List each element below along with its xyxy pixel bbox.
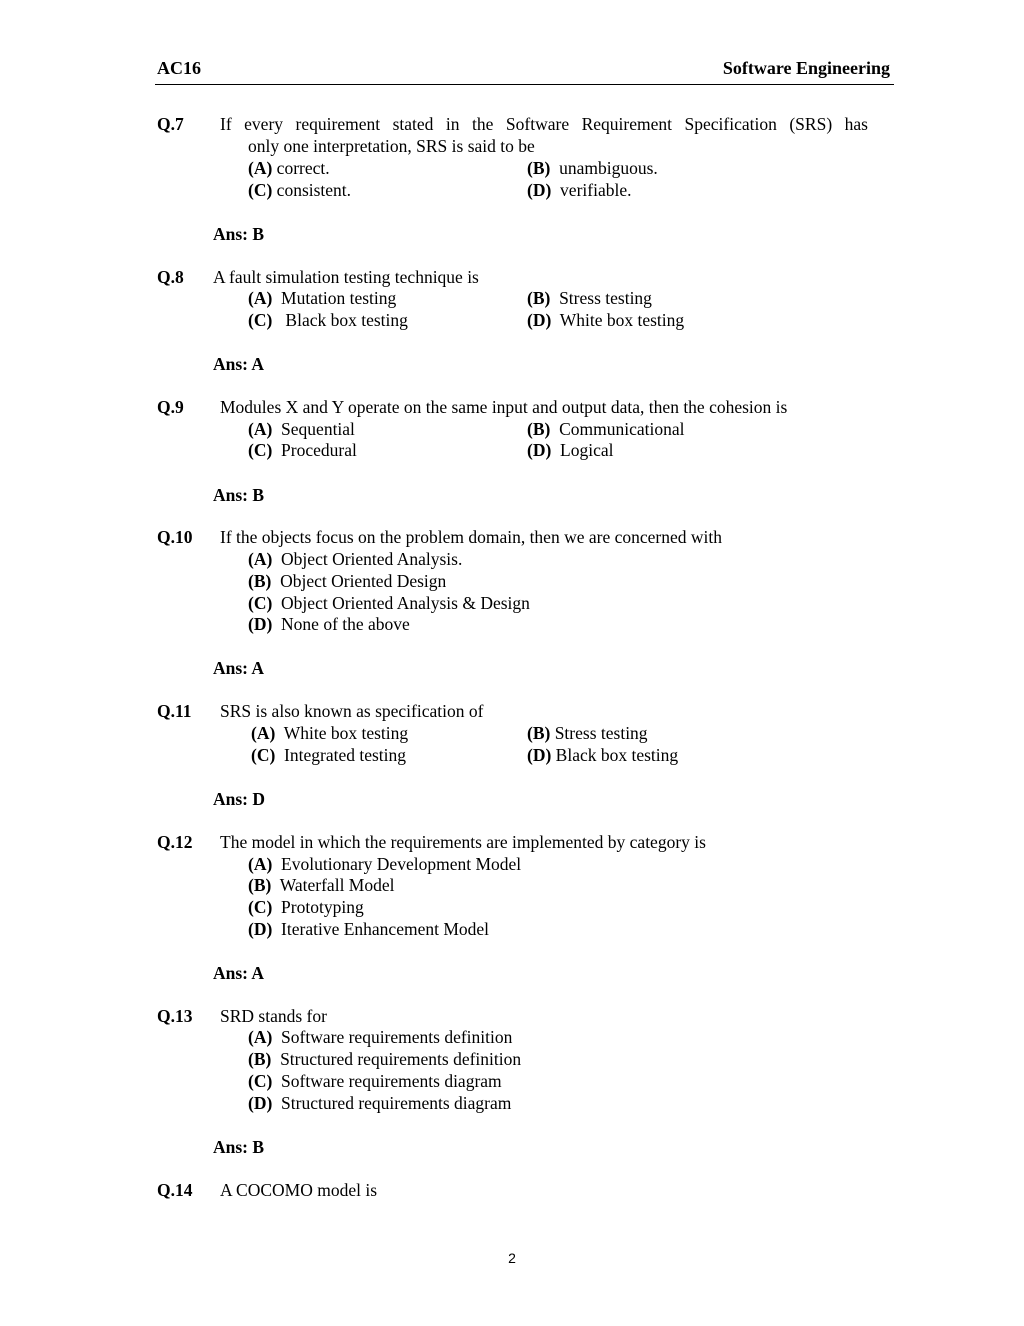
option-b-q11 [527,722,648,744]
option-label: (D) [248,614,273,634]
answer-q8: Ans: A [213,354,265,374]
option-text: White box testing [283,723,409,743]
option-label: (A) [248,419,273,439]
question-text-q13: SRD stands for [220,1006,327,1026]
option-a-q10 [248,548,462,570]
answer-q12: Ans: A [213,963,265,983]
option-c-q10 [248,592,530,614]
option-label: (C) [248,593,273,613]
option-c-q11 [251,744,406,766]
option-text: Integrated testing [284,745,407,765]
answer-q7: Ans: B [213,224,265,244]
question-number-q9: Q.9 [157,397,184,417]
option-label: (C) [248,1071,273,1091]
option-c-q13 [248,1070,502,1092]
option-d-q8 [527,309,684,331]
option-label: (B) [527,419,551,439]
option-text: Black box testing [285,310,408,330]
option-label: (D) [527,310,552,330]
header-course-code: AC16 [157,58,201,78]
option-text: Object Oriented Analysis. [281,549,463,569]
header-subject: Software Engineering [722,58,890,78]
option-text: Black box testing [555,745,679,765]
option-label: (D) [527,745,552,765]
option-label: (A) [248,158,273,178]
option-label: (C) [251,745,276,765]
option-b-q7 [527,157,658,179]
option-text: Mutation testing [281,288,397,308]
question-number-q8: Q.8 [157,267,184,287]
question-number-q7: Q.7 [157,114,184,134]
option-c-q8 [248,309,408,331]
option-text: Communicational [559,419,685,439]
option-label: (A) [248,288,273,308]
answer-q13: Ans: B [213,1137,265,1157]
option-b-q10 [248,570,446,592]
question-text-q8: A fault simulation testing technique is [213,267,479,287]
option-c-q7 [248,179,351,201]
option-text: Procedural [281,440,357,460]
option-a-q8 [248,287,396,309]
option-label: (A) [251,723,276,743]
option-label: (C) [248,180,273,200]
option-d-q12 [248,918,489,940]
option-text: Structured requirements definition [280,1049,522,1069]
option-text: Logical [560,440,614,460]
option-a-q13 [248,1026,512,1048]
question-text-q12: The model in which the requirements are implemented by category is [220,832,706,852]
option-d-q10 [248,613,410,635]
option-label: (D) [527,180,552,200]
option-a-q11 [251,722,408,744]
option-a-q9 [248,418,355,440]
option-text: Prototyping [281,897,364,917]
option-b-q13 [248,1048,521,1070]
option-a-q7 [248,157,330,179]
question-number-q10: Q.10 [157,527,193,547]
answer-q11: Ans: D [213,789,266,809]
option-label: (B) [527,288,551,308]
option-label: (B) [527,723,551,743]
question-text-q11: SRS is also known as specification of [220,701,484,721]
option-d-q9 [527,439,614,461]
option-text: Iterative Enhancement Model [281,919,490,939]
option-text: None of the above [281,614,410,634]
question-text-q9: Modules X and Y operate on the same input and output data, then the cohesion is [220,397,788,417]
option-d-q11 [527,744,678,766]
option-text: Software requirements diagram [281,1071,502,1091]
option-text: Stress testing [554,723,648,743]
option-label: (B) [248,571,272,591]
question-number-q12: Q.12 [157,832,193,852]
question-text-q7-line2: only one interpretation, SRS is said to be [248,136,535,156]
option-text: correct. [276,158,330,178]
option-text: Object Oriented Analysis & Design [281,593,530,613]
option-label: (C) [248,310,273,330]
answer-q10: Ans: A [213,658,265,678]
question-text-q14: A COCOMO model is [220,1180,378,1200]
option-b-q9 [527,418,684,440]
option-text: Object Oriented Design [280,571,447,591]
page-number: 2 [508,1250,516,1266]
option-text: unambiguous. [559,158,658,178]
header-divider [155,84,894,85]
option-text: Waterfall Model [279,875,395,895]
option-label: (D) [248,1093,273,1113]
option-label: (C) [248,440,273,460]
option-c-q12 [248,896,364,918]
option-text: Sequential [281,419,355,439]
option-label: (D) [527,440,552,460]
option-text: Software requirements definition [281,1027,513,1047]
option-text: Evolutionary Development Model [281,854,522,874]
option-d-q13 [248,1092,511,1114]
option-text: consistent. [276,180,352,200]
option-label: (B) [248,875,272,895]
answer-q9: Ans: B [213,485,265,505]
question-text-q10: If the objects focus on the problem domain, then we are concerned with [220,527,722,547]
question-text-q7-line1: If every requirement stated in the Software Requirement Specification (SRS) has [220,114,868,134]
option-label: (A) [248,854,273,874]
option-text: Structured requirements diagram [281,1093,512,1113]
option-b-q8 [527,287,652,309]
option-label: (D) [248,919,273,939]
option-label: (B) [527,158,551,178]
option-label: (C) [248,897,273,917]
question-number-q11: Q.11 [157,701,192,721]
option-text: White box testing [559,310,685,330]
option-label: (A) [248,1027,273,1047]
option-a-q12 [248,853,521,875]
option-label: (A) [248,549,273,569]
question-number-q13: Q.13 [157,1006,193,1026]
option-c-q9 [248,439,357,461]
option-b-q12 [248,874,395,896]
option-d-q7 [527,179,631,201]
option-label: (B) [248,1049,272,1069]
option-text: verifiable. [560,180,632,200]
question-number-q14: Q.14 [157,1180,193,1200]
option-text: Stress testing [559,288,652,308]
